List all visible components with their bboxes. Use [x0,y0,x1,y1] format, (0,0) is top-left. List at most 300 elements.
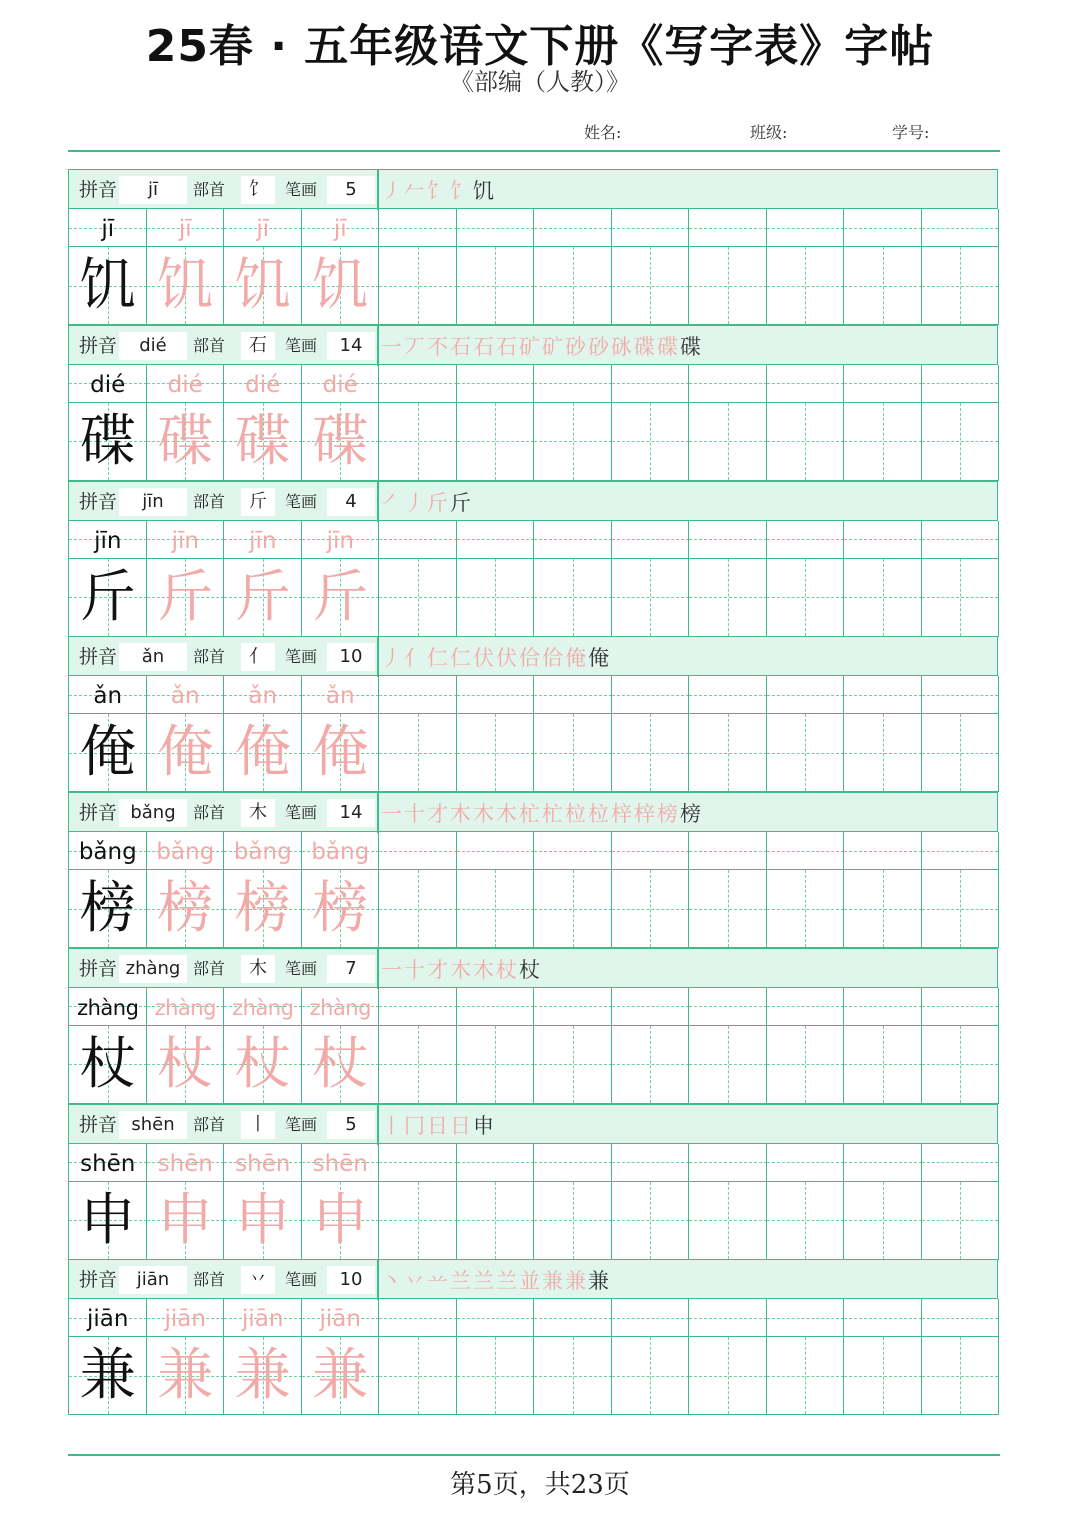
blank-pinyin-cell[interactable] [456,521,535,559]
blank-pinyin-cell[interactable] [378,1144,457,1182]
radical-value: 丷 [241,1266,275,1294]
character-header [68,1104,998,1144]
radical-value: 饣 [241,176,275,204]
trace-pinyin-cell [301,988,380,1026]
blank-pinyin-cell[interactable] [611,521,690,559]
trace-character-cell [146,1026,225,1104]
blank-writing-cell[interactable] [921,1337,1000,1415]
blank-writing-cell[interactable] [456,559,535,637]
stroke-step: 木 [473,802,496,826]
blank-pinyin-cell[interactable] [611,988,690,1026]
blank-pinyin-cell[interactable] [611,1144,690,1182]
blank-pinyin-cell[interactable] [766,1299,845,1337]
trace-pinyin-cell [301,365,380,403]
model-pinyin-cell [68,1299,147,1337]
stroke-order-sequence [381,170,991,210]
trace-character-cell [146,403,225,481]
character-model: 俺 [79,720,136,786]
radical-label: 部首 [193,958,226,978]
pinyin-trace: jī [178,216,192,242]
blank-writing-cell[interactable] [611,1182,690,1260]
stroke-step: 伏 [496,646,519,671]
blank-writing-cell[interactable] [843,247,922,325]
stroke-order-sequence [381,1260,991,1300]
stroke-step: 榜 [680,802,703,826]
blank-pinyin-cell[interactable] [766,1144,845,1182]
blank-writing-cell[interactable] [921,870,1000,948]
trace-pinyin-cell [223,521,302,559]
blank-pinyin-cell[interactable] [766,988,845,1026]
pinyin-value: bǎng [119,799,187,827]
character-trace: 饥 [157,253,214,318]
stroke-step: 丿 [404,490,427,515]
blank-pinyin-cell[interactable] [378,521,457,559]
blank-writing-cell[interactable] [456,247,535,325]
blank-pinyin-cell[interactable] [688,1299,767,1337]
radical-label: 部首 [193,647,226,667]
character-block [68,636,998,792]
radical-label: 部首 [193,335,226,355]
blank-writing-cell[interactable] [843,714,922,792]
stroke-step: 杧 [519,802,542,826]
character-trace: 碟 [234,408,291,474]
blank-pinyin-cell[interactable] [843,1144,922,1182]
page-footer: 第5页，共23页 [450,1470,630,1500]
blank-pinyin-cell[interactable] [688,209,767,247]
blank-pinyin-cell[interactable] [533,209,612,247]
blank-pinyin-cell[interactable] [611,832,690,870]
blank-pinyin-cell[interactable] [766,676,845,714]
trace-character-cell [301,559,380,637]
stroke-count-label: 笔画 [285,335,318,355]
stroke-step: 木 [450,957,473,982]
blank-pinyin-cell[interactable] [533,365,612,403]
header-divider [377,482,379,522]
pinyin-label: 拼音 [79,179,118,201]
blank-writing-cell[interactable] [456,714,535,792]
stroke-step: ㇒ [381,490,404,515]
pinyin-row [68,521,998,559]
character-trace: 榜 [234,876,291,941]
model-pinyin-cell [68,832,147,870]
stroke-step: 梓 [611,802,634,826]
stroke-step: 才 [427,957,450,982]
blank-pinyin-cell[interactable] [688,365,767,403]
blank-writing-cell[interactable] [766,870,845,948]
blank-writing-cell[interactable] [843,870,922,948]
blank-pinyin-cell[interactable] [921,1299,1000,1337]
blank-pinyin-cell[interactable] [766,832,845,870]
trace-pinyin-cell [223,832,302,870]
blank-writing-cell[interactable] [921,403,1000,481]
blank-writing-cell[interactable] [688,870,767,948]
character-block [68,481,998,637]
character-block [68,169,998,325]
stroke-step: 日 [427,1113,450,1138]
blank-writing-cell[interactable] [533,870,612,948]
blank-writing-cell[interactable] [688,559,767,637]
blank-pinyin-cell[interactable] [766,365,845,403]
stroke-order-sequence [381,949,991,989]
student-number-label: 学号: [892,123,930,142]
blank-pinyin-cell[interactable] [533,521,612,559]
blank-writing-cell[interactable] [378,403,457,481]
trace-character-cell [223,403,302,481]
stroke-step: 丿 [381,646,404,671]
blank-pinyin-cell[interactable] [378,209,457,247]
stroke-order-sequence [381,793,991,833]
blank-writing-cell[interactable] [611,1337,690,1415]
blank-pinyin-cell[interactable] [843,1299,922,1337]
blank-pinyin-cell[interactable] [533,832,612,870]
blank-pinyin-cell[interactable] [378,988,457,1026]
stroke-count-label: 笔画 [285,803,318,822]
stroke-step: 申 [473,1113,496,1138]
stroke-count-value: 10 [327,1266,375,1294]
trace-pinyin-cell [301,1144,380,1182]
stroke-step: 矿 [519,334,542,359]
radical-label: 部首 [193,1114,226,1134]
character-model: 兼 [79,1343,136,1409]
blank-writing-cell[interactable] [378,1182,457,1260]
blank-pinyin-cell[interactable] [378,365,457,403]
character-trace: 兼 [312,1343,369,1409]
character-trace: 申 [234,1187,291,1253]
pinyin-trace: jiān [319,1306,361,1333]
blank-writing-cell[interactable] [766,403,845,481]
blank-writing-cell[interactable] [921,559,1000,637]
stroke-step: 不 [427,334,450,359]
radical-label: 部首 [193,491,226,511]
blank-pinyin-cell[interactable] [456,209,535,247]
stroke-step: 斤 [450,490,473,515]
stroke-step: 石 [473,334,496,359]
blank-writing-cell[interactable] [456,1182,535,1260]
stroke-step: 十 [404,957,427,982]
character-header [68,169,998,209]
character-row [68,714,998,792]
stroke-step: 木 [473,957,496,982]
model-pinyin-cell [68,988,147,1026]
stroke-step: 碟 [634,334,657,359]
blank-writing-cell[interactable] [688,1026,767,1104]
blank-pinyin-cell[interactable] [766,521,845,559]
blank-pinyin-cell[interactable] [533,1144,612,1182]
character-model: 申 [79,1187,136,1253]
blank-writing-cell[interactable] [378,559,457,637]
blank-writing-cell[interactable] [921,1026,1000,1104]
stroke-count-label: 笔画 [285,1270,318,1290]
blank-pinyin-cell[interactable] [688,1144,767,1182]
pinyin-label: 拼音 [79,334,118,357]
stroke-step: 丆 [404,334,427,359]
blank-writing-cell[interactable] [766,1026,845,1104]
stroke-step: 碟 [657,334,680,359]
blank-writing-cell[interactable] [533,714,612,792]
blank-pinyin-cell[interactable] [688,676,767,714]
blank-pinyin-cell[interactable] [843,988,922,1026]
pinyin-value: dié [119,332,187,360]
model-character-cell [68,870,147,948]
blank-writing-cell[interactable] [611,714,690,792]
trace-pinyin-cell [146,676,225,714]
stroke-step: 並 [519,1269,542,1294]
pinyin-value: jīn [119,488,187,516]
pinyin-trace: jī [333,216,347,242]
model-pinyin-cell [68,1144,147,1182]
character-trace: 申 [312,1187,369,1253]
trace-pinyin-cell [223,676,302,714]
character-header [68,636,998,676]
stroke-count-label: 笔画 [285,958,318,978]
blank-pinyin-cell[interactable] [533,676,612,714]
pinyin-trace: jī [256,216,270,242]
stroke-step: 才 [427,802,450,826]
blank-pinyin-cell[interactable] [378,676,457,714]
blank-writing-cell[interactable] [688,403,767,481]
blank-pinyin-cell[interactable] [843,676,922,714]
character-block [68,792,998,948]
stroke-step: 斤 [427,490,450,515]
blank-writing-cell[interactable] [921,714,1000,792]
blank-pinyin-cell[interactable] [921,521,1000,559]
blank-writing-cell[interactable] [378,1337,457,1415]
character-model: 碟 [79,408,136,474]
blank-writing-cell[interactable] [688,1337,767,1415]
blank-writing-cell[interactable] [378,870,457,948]
blank-writing-cell[interactable] [688,247,767,325]
stroke-step: 砂 [565,334,588,359]
pinyin-trace: zhàng [309,995,371,1020]
character-trace: 斤 [234,564,291,630]
blank-writing-cell[interactable] [378,247,457,325]
blank-pinyin-cell[interactable] [456,365,535,403]
blank-writing-cell[interactable] [533,1182,612,1260]
trace-character-cell [146,247,225,325]
blank-pinyin-cell[interactable] [843,365,922,403]
blank-pinyin-cell[interactable] [843,521,922,559]
blank-pinyin-cell[interactable] [456,676,535,714]
header-divider [377,170,379,210]
blank-pinyin-cell[interactable] [456,1144,535,1182]
blank-writing-cell[interactable] [766,559,845,637]
character-block [68,948,998,1104]
pinyin-label: 拼音 [79,1269,118,1292]
blank-writing-cell[interactable] [611,870,690,948]
stroke-step: 木 [496,802,519,826]
blank-pinyin-cell[interactable] [456,832,535,870]
radical-label: 部首 [193,803,226,822]
stroke-step: 柆 [588,802,611,826]
stroke-step: 砯 [611,334,634,359]
stroke-step: ㇓ [381,179,404,203]
radical-value: 亻 [241,643,275,671]
header-divider [377,326,379,366]
trace-character-cell [223,1026,302,1104]
pinyin-trace: shēn [235,1150,291,1177]
blank-pinyin-cell[interactable] [921,365,1000,403]
blank-writing-cell[interactable] [843,403,922,481]
blank-writing-cell[interactable] [611,559,690,637]
character-trace: 碟 [157,408,214,474]
radical-value: 斤 [241,488,275,516]
trace-pinyin-cell [223,1144,302,1182]
trace-pinyin-cell [146,521,225,559]
blank-writing-cell[interactable] [843,1337,922,1415]
stroke-step: 杧 [542,802,565,826]
character-row [68,403,998,481]
character-row [68,1026,998,1104]
trace-pinyin-cell [223,209,302,247]
character-trace: 兼 [157,1343,214,1409]
blank-pinyin-cell[interactable] [456,1299,535,1337]
pinyin-model: shēn [80,1150,136,1177]
blank-pinyin-cell[interactable] [921,988,1000,1026]
student-class-label: 班级: [750,123,788,142]
blank-writing-cell[interactable] [843,1026,922,1104]
model-pinyin-cell [68,676,147,714]
blank-pinyin-cell[interactable] [921,832,1000,870]
stroke-order-sequence [381,637,991,677]
blank-pinyin-cell[interactable] [611,676,690,714]
character-block [68,1259,998,1415]
blank-pinyin-cell[interactable] [921,676,1000,714]
blank-writing-cell[interactable] [611,1026,690,1104]
blank-pinyin-cell[interactable] [611,209,690,247]
blank-writing-cell[interactable] [611,403,690,481]
character-trace: 杖 [157,1031,214,1097]
stroke-step: 䒑 [427,1269,450,1294]
stroke-step: 冂 [404,1113,427,1138]
trace-character-cell [301,247,380,325]
blank-pinyin-cell[interactable] [378,832,457,870]
stroke-step: 俺 [588,646,611,671]
blank-writing-cell[interactable] [378,714,457,792]
radical-value: 石 [241,332,275,360]
blank-writing-cell[interactable] [456,870,535,948]
trace-pinyin-cell [146,988,225,1026]
blank-pinyin-cell[interactable] [921,209,1000,247]
stroke-step: 石 [496,334,519,359]
stroke-step: 木 [450,802,473,826]
blank-writing-cell[interactable] [378,1026,457,1104]
pinyin-model: jī [101,216,115,242]
blank-writing-cell[interactable] [766,1182,845,1260]
blank-writing-cell[interactable] [766,1337,845,1415]
blank-writing-cell[interactable] [843,1182,922,1260]
blank-writing-cell[interactable] [533,403,612,481]
trace-character-cell [223,1337,302,1415]
pinyin-value: zhàng [119,955,187,983]
blank-pinyin-cell[interactable] [456,988,535,1026]
blank-writing-cell[interactable] [921,1182,1000,1260]
trace-pinyin-cell [146,1144,225,1182]
pinyin-row [68,832,998,870]
top-divider [68,150,1000,152]
character-row [68,559,998,637]
blank-writing-cell[interactable] [533,247,612,325]
stroke-step: 榜 [657,802,680,826]
trace-character-cell [301,870,380,948]
stroke-step: 柆 [565,802,588,826]
character-header [68,792,998,832]
stroke-step: 佮 [542,646,565,671]
blank-pinyin-cell[interactable] [533,1299,612,1337]
blank-pinyin-cell[interactable] [766,209,845,247]
pinyin-trace: jīn [171,527,199,554]
stroke-step: 兰 [473,1269,496,1294]
radical-value: 丨 [241,1111,275,1139]
blank-writing-cell[interactable] [766,714,845,792]
blank-pinyin-cell[interactable] [843,209,922,247]
pinyin-value: jiān [119,1266,187,1294]
trace-character-cell [223,870,302,948]
pinyin-label: 拼音 [79,646,118,669]
blank-writing-cell[interactable] [843,559,922,637]
trace-pinyin-cell [301,1299,380,1337]
pinyin-value: jī [119,176,187,204]
blank-writing-cell[interactable] [766,247,845,325]
header-divider [377,949,379,989]
stroke-count-value: 4 [327,488,375,516]
pinyin-model: dié [90,371,126,398]
blank-writing-cell[interactable] [921,247,1000,325]
header-divider [377,793,379,833]
stroke-step: 一 [381,334,404,359]
blank-pinyin-cell[interactable] [611,1299,690,1337]
stroke-step: 丷 [404,1269,427,1294]
pinyin-row [68,209,998,247]
pinyin-trace: zhàng [232,995,294,1020]
stroke-step: 仁 [450,646,473,671]
pinyin-trace: ǎn [325,683,355,710]
blank-writing-cell[interactable] [533,559,612,637]
character-model: 榜 [79,876,136,941]
model-character-cell [68,1026,147,1104]
stroke-count-value: 5 [327,1111,375,1139]
stroke-step: 亻 [404,646,427,671]
blank-writing-cell[interactable] [456,403,535,481]
pinyin-trace: shēn [312,1150,368,1177]
character-trace: 杖 [312,1031,369,1097]
character-model: 杖 [79,1031,136,1097]
blank-writing-cell[interactable] [456,1337,535,1415]
blank-pinyin-cell[interactable] [688,988,767,1026]
blank-writing-cell[interactable] [611,247,690,325]
model-character-cell [68,559,147,637]
stroke-step: 伏 [473,646,496,671]
blank-pinyin-cell[interactable] [688,521,767,559]
blank-pinyin-cell[interactable] [378,1299,457,1337]
radical-value: 木 [241,799,275,827]
blank-writing-cell[interactable] [688,1182,767,1260]
pinyin-model: bǎng [78,839,137,865]
blank-pinyin-cell[interactable] [611,365,690,403]
blank-pinyin-cell[interactable] [533,988,612,1026]
blank-writing-cell[interactable] [688,714,767,792]
stroke-count-label: 笔画 [285,491,318,511]
trace-pinyin-cell [223,365,302,403]
blank-writing-cell[interactable] [456,1026,535,1104]
header-divider [377,1260,379,1300]
blank-pinyin-cell[interactable] [688,832,767,870]
blank-writing-cell[interactable] [533,1337,612,1415]
blank-pinyin-cell[interactable] [921,1144,1000,1182]
blank-writing-cell[interactable] [533,1026,612,1104]
pinyin-trace: bǎng [311,839,370,865]
pinyin-trace: bǎng [233,839,292,865]
blank-pinyin-cell[interactable] [843,832,922,870]
